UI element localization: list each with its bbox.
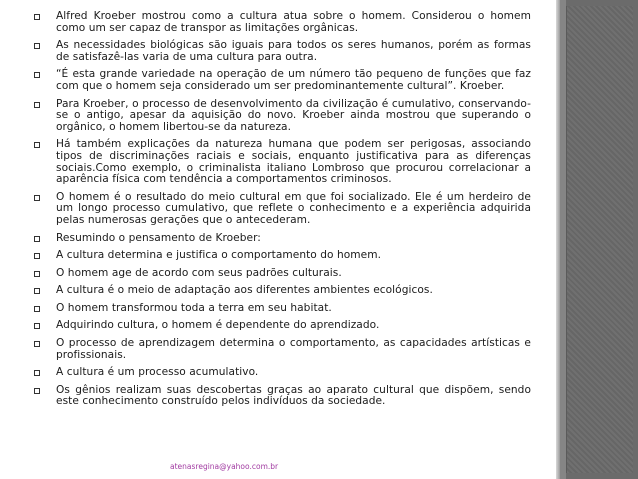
square-bullet-icon xyxy=(34,142,40,148)
list-item-text: O homem transformou toda a terra em seu habitat. xyxy=(56,301,332,314)
bullet-list xyxy=(34,11,531,414)
list-item xyxy=(34,268,531,280)
list-item xyxy=(34,385,531,408)
square-bullet-icon xyxy=(34,288,40,294)
list-item-text: O processo de aprendizagem determina o comportamento, as capacidades artísticas e profissionais. xyxy=(56,337,531,361)
list-item xyxy=(34,139,531,185)
square-bullet-icon xyxy=(34,102,40,108)
list-item-text: Os gênios realizam suas descobertas graças ao aparato cultural que dispõem, sendo este conhecimento construído pelos indivíduos da sociedade. xyxy=(56,383,531,408)
square-bullet-icon xyxy=(34,43,40,49)
list-item-text: As necessidades biológicas são iguais para todos os seres humanos, porém as formas de satisfazê-las varia de uma cultura para outra. xyxy=(56,39,531,63)
list-item xyxy=(34,285,531,297)
square-bullet-icon xyxy=(34,236,40,242)
list-item xyxy=(34,303,531,315)
list-item-text: A cultura é o meio de adaptação aos diferentes ambientes ecológicos. xyxy=(56,284,433,297)
list-item xyxy=(34,338,531,361)
list-item xyxy=(34,320,531,332)
list-item-text: Adquirindo cultura, o homem é dependente do aprendizado. xyxy=(56,319,380,332)
list-item xyxy=(34,40,531,63)
list-item xyxy=(34,192,531,227)
square-bullet-icon xyxy=(34,388,40,394)
list-item-text: A cultura é um processo acumulativo. xyxy=(56,366,259,379)
footer-email: atenasregina@yahoo.com.br xyxy=(170,462,279,471)
square-bullet-icon xyxy=(34,195,40,201)
square-bullet-icon xyxy=(34,306,40,312)
square-bullet-icon xyxy=(34,341,40,347)
square-bullet-icon xyxy=(34,72,40,78)
square-bullet-icon xyxy=(34,323,40,329)
list-item-text: O homem age de acordo com seus padrões culturais. xyxy=(56,266,342,279)
list-item xyxy=(34,367,531,379)
list-item xyxy=(34,11,531,34)
square-bullet-icon xyxy=(34,14,40,20)
list-item-text: O homem é o resultado do meio cultural em que foi socializado. Ele é um herdeiro de um longo processo cumulativo, que reflete o conhecimento e a experiência adquirida pelas numerosas gerações que o antecederam. xyxy=(56,190,531,226)
list-item-text: “É esta grande variedade na operação de um número tão pequeno de funções que faz com que o homem seja considerado um ser predominantemente cultural”. Kroeber. xyxy=(56,68,531,92)
list-item-text: Resumindo o pensamento de Kroeber: xyxy=(56,231,261,244)
decorative-sidebar-pattern xyxy=(566,6,633,473)
list-item xyxy=(34,99,531,134)
sidebar-accent xyxy=(560,0,566,479)
square-bullet-icon xyxy=(34,253,40,259)
list-item xyxy=(34,69,531,92)
list-item-text: Alfred Kroeber mostrou como a cultura atua sobre o homem. Considerou o homem como um ser capaz de transpor as limitações orgânicas. xyxy=(56,10,531,34)
list-item-text: Para Kroeber, o processo de desenvolvimento da civilização é cumulativo, conservando-se o antigo, apesar da aquisição do novo. Kroeber ainda mostrou que superando o orgânico, o homem libertou-se da natureza. xyxy=(56,97,531,133)
list-item xyxy=(34,250,531,262)
list-item-text: Há também explicações da natureza humana que podem ser perigosas, associando tipos de discriminações raciais e sociais, enquanto justificativa para as diferenças sociais.Como exemplo, o criminalista italiano Lombroso que procurou correlacionar a aparência física com tendência a comportamentos criminosos. xyxy=(56,138,531,186)
square-bullet-icon xyxy=(34,370,40,376)
list-item-text: A cultura determina e justifica o comportamento do homem. xyxy=(56,249,381,262)
list-item xyxy=(34,233,531,245)
square-bullet-icon xyxy=(34,271,40,277)
